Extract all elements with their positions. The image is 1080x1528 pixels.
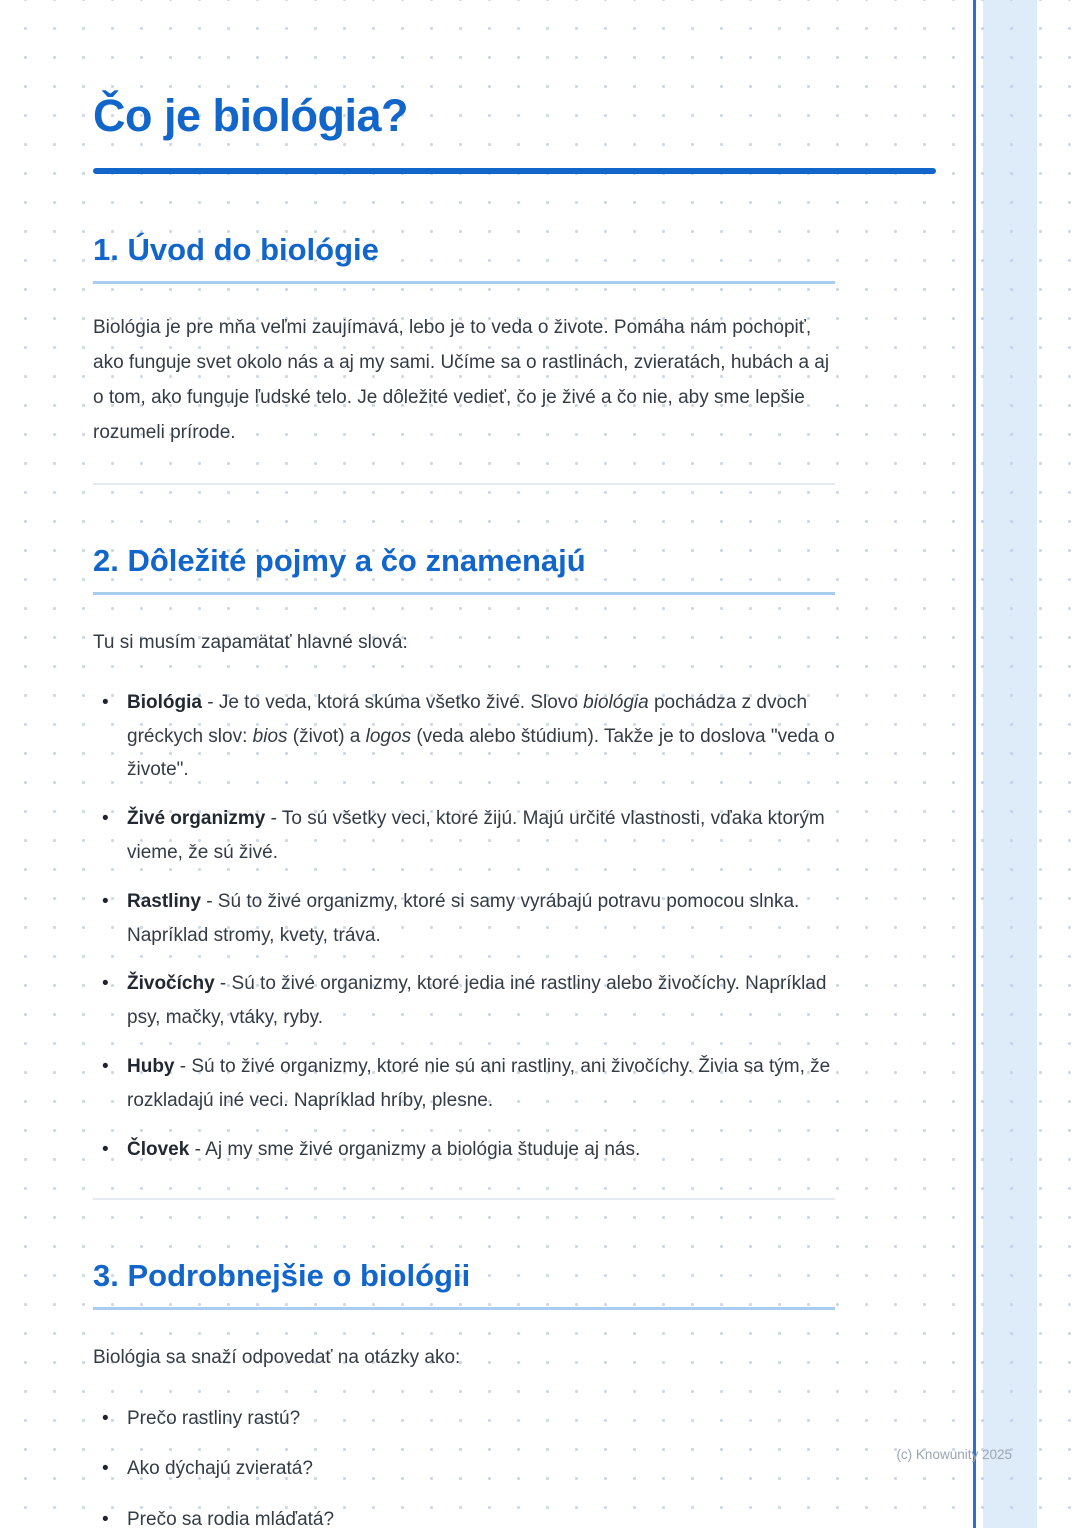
term-item-rastliny: • Rastliny - Sú to živé organizmy, ktoré si samy vyrábajú potravu pomocou slnka. Napríklad stromy, kvety, tráva. [93, 885, 835, 953]
term-item-clovek: • Človek - Aj my sme živé organizmy a biológia študuje aj nás. [93, 1133, 835, 1167]
page-content [93, 0, 835, 1528]
section-divider [93, 1198, 835, 1200]
section-divider [93, 483, 835, 485]
question-item: • Prečo sa rodia mláďatá? [93, 1503, 835, 1528]
right-accent-line [973, 0, 976, 1528]
podrobnejsie-intro: Biológia sa snaží odpovedať na otázky ako: [93, 1347, 461, 1369]
question-item: • Prečo rastliny rastú? [93, 1402, 835, 1436]
pojmy-intro: Tu si musím zapamätať hlavné slová: [93, 631, 408, 653]
copyright-note: (c) Knowunity 2025 [896, 1447, 1012, 1462]
question-item: • Ako dýchajú zvieratá? [93, 1452, 835, 1486]
terms-list [93, 686, 835, 1167]
page-title: Čo je biológia? [93, 90, 408, 141]
section-heading-uvod: 1. Úvod do biológie [93, 232, 835, 284]
questions-list [93, 1402, 835, 1528]
term-item-zive-organizmy: • Živé organizmy - To sú všetky veci, ktoré žijú. Majú určité vlastnosti, vďaka ktorým vieme, že sú živé. [93, 802, 835, 870]
term-item-zivocichy: • Živočíchy - Sú to živé organizmy, ktoré jedia iné rastliny alebo živočíchy. Napríklad psy, mačky, vtáky, ryby. [93, 967, 835, 1035]
uvod-paragraph: Biológia je pre mňa veľmi zaujímavá, lebo je to veda o živote. Pomáha nám pochopiť, ako funguje svet okolo nás a aj my sami. Učíme sa o rastlinách, zvieratách, hubách a aj o tom, ako funguje ľudské telo. Je dôležité vedieť, čo je živé a čo nie, aby sme lepšie rozumeli prírode. [93, 317, 830, 444]
term-item-huby: • Huby - Sú to živé organizmy, ktoré nie sú ani rastliny, ani živočíchy. Živia sa tým, že rozkladajú iné veci. Napríklad hríby, plesne. [93, 1050, 835, 1118]
section-heading-pojmy: 2. Dôležité pojmy a čo znamenajú [93, 543, 835, 595]
title-rule [93, 168, 936, 174]
right-margin-band [983, 0, 1037, 1528]
term-item-biologia: • Biológia - Je to veda, ktorá skúma všetko živé. Slovo biológia pochádza z dvoch gréckych slov: bios (život) a logos (veda alebo štúdium). Takže je to doslova "veda o živote". [93, 686, 835, 787]
section-heading-podrobnejsie: 3. Podrobnejšie o biológii [93, 1258, 835, 1310]
